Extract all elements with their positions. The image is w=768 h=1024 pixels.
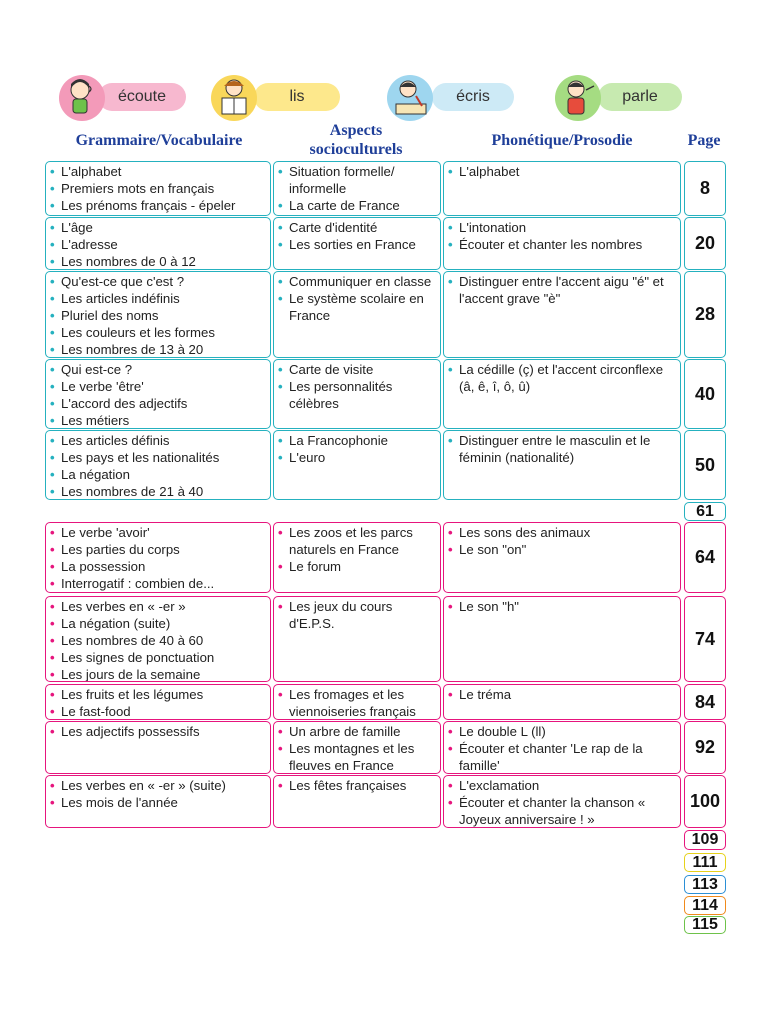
list-item: • Distinguer entre l'accent aigu "é" et l'accent grave "è" bbox=[448, 273, 676, 307]
skill-label: parle bbox=[622, 88, 658, 105]
writing-child-icon bbox=[386, 74, 434, 122]
bullet-list bbox=[448, 723, 676, 774]
page-number-link[interactable]: 92 bbox=[684, 721, 726, 774]
list-item: • Pluriel des noms bbox=[50, 307, 266, 324]
cell-asp bbox=[273, 684, 441, 720]
list-item: • Les fruits et les légumes bbox=[50, 686, 266, 703]
bullet-list bbox=[278, 598, 436, 632]
list-item: • Le double L (ll) bbox=[448, 723, 676, 740]
cell-gram bbox=[45, 271, 271, 358]
list-item: • Le forum bbox=[278, 558, 436, 575]
list-item: • La cédille (ç) et l'accent circonflexe (â, ê, î, ô, û) bbox=[448, 361, 676, 395]
list-item: • La négation (suite) bbox=[50, 615, 266, 632]
list-item: • Un arbre de famille bbox=[278, 723, 436, 740]
page-number-link[interactable]: 109 bbox=[684, 830, 726, 850]
bullet-list bbox=[50, 361, 266, 429]
cell-gram bbox=[45, 596, 271, 682]
list-item: • Les articles indéfinis bbox=[50, 290, 266, 307]
bullet-list bbox=[278, 686, 436, 720]
list-item: • Premiers mots en français bbox=[50, 180, 266, 197]
header-aspects: Aspects socioculturels bbox=[309, 122, 403, 158]
list-item: • Écouter et chanter la chanson « Joyeux anniversaire ! » bbox=[448, 794, 676, 828]
cell-asp bbox=[273, 161, 441, 216]
list-item: • Le tréma bbox=[448, 686, 676, 703]
bullet-list bbox=[50, 598, 266, 682]
list-item: • Les couleurs et les formes bbox=[50, 324, 266, 341]
cell-phon bbox=[443, 161, 681, 216]
list-item: • L'exclamation bbox=[448, 777, 676, 794]
bullet-list bbox=[50, 777, 266, 811]
list-item: • La carte de France bbox=[278, 197, 436, 214]
bullet-list bbox=[50, 163, 266, 214]
list-item: • Les nombres de 13 à 20 bbox=[50, 341, 266, 358]
listening-child-icon bbox=[58, 74, 106, 122]
list-item: • Les verbes en « -er » bbox=[50, 598, 266, 615]
list-item: • Écouter et chanter 'Le rap de la famille' bbox=[448, 740, 676, 774]
list-item: • La négation bbox=[50, 466, 266, 483]
list-item: • L'intonation bbox=[448, 219, 676, 236]
cell-phon bbox=[443, 721, 681, 774]
list-item: • Interrogatif : combien de... bbox=[50, 575, 266, 592]
cell-asp bbox=[273, 271, 441, 358]
page-number-link[interactable]: 8 bbox=[684, 161, 726, 216]
cell-gram bbox=[45, 684, 271, 720]
skill-write bbox=[386, 72, 516, 122]
list-item: • Écouter et chanter les nombres bbox=[448, 236, 676, 253]
list-item: • Les montagnes et les fleuves en France bbox=[278, 740, 436, 774]
cell-gram bbox=[45, 775, 271, 828]
skill-pill bbox=[598, 83, 682, 111]
list-item: • L'euro bbox=[278, 449, 436, 466]
page-number-link[interactable]: 113 bbox=[684, 875, 726, 894]
page-number-link[interactable]: 74 bbox=[684, 596, 726, 682]
list-item: • Les jours de la semaine bbox=[50, 666, 266, 682]
list-item: • Les jeux du cours d'E.P.S. bbox=[278, 598, 436, 632]
list-item: • Les métiers bbox=[50, 412, 266, 429]
bullet-list bbox=[50, 524, 266, 592]
skill-pill bbox=[254, 83, 340, 111]
list-item: • L'âge bbox=[50, 219, 266, 236]
cell-asp bbox=[273, 359, 441, 429]
list-item: • Les articles définis bbox=[50, 432, 266, 449]
page-number-link[interactable]: 115 bbox=[684, 916, 726, 934]
cell-phon bbox=[443, 596, 681, 682]
page-number-link[interactable]: 61 bbox=[684, 502, 726, 521]
list-item: • L'accord des adjectifs bbox=[50, 395, 266, 412]
bullet-list bbox=[50, 219, 266, 270]
list-item: • Les mois de l'année bbox=[50, 794, 266, 811]
skill-read bbox=[210, 72, 342, 122]
bullet-list bbox=[448, 219, 676, 253]
list-item: • Carte d'identité bbox=[278, 219, 436, 236]
bullet-list bbox=[50, 432, 266, 500]
bullet-list bbox=[278, 524, 436, 575]
speaking-child-icon bbox=[554, 74, 602, 122]
list-item: • Les pays et les nationalités bbox=[50, 449, 266, 466]
bullet-list bbox=[50, 686, 266, 720]
bullet-list bbox=[448, 598, 676, 615]
cell-gram bbox=[45, 161, 271, 216]
skill-pill bbox=[432, 83, 514, 111]
list-item: • Qui est-ce ? bbox=[50, 361, 266, 378]
skill-pill bbox=[98, 83, 186, 111]
skill-speak bbox=[554, 72, 686, 122]
cell-asp bbox=[273, 721, 441, 774]
bullet-list bbox=[278, 163, 436, 214]
list-item: • L'alphabet bbox=[448, 163, 676, 180]
list-item: • L'alphabet bbox=[50, 163, 266, 180]
cell-asp bbox=[273, 775, 441, 828]
list-item: • Les nombres de 40 à 60 bbox=[50, 632, 266, 649]
list-item: • Les prénoms français - épeler bbox=[50, 197, 266, 214]
skill-label: écoute bbox=[117, 88, 167, 105]
list-item: • Les fêtes françaises bbox=[278, 777, 436, 794]
bullet-list bbox=[50, 723, 266, 740]
skill-label: lis bbox=[289, 88, 305, 105]
cell-asp bbox=[273, 217, 441, 270]
cell-phon bbox=[443, 271, 681, 358]
list-item: • Le son "h" bbox=[448, 598, 676, 615]
list-item: • Les parties du corps bbox=[50, 541, 266, 558]
bullet-list bbox=[448, 432, 676, 466]
page-number-link[interactable]: 40 bbox=[684, 359, 726, 429]
cell-phon bbox=[443, 217, 681, 270]
list-item: • Le verbe 'être' bbox=[50, 378, 266, 395]
list-item: • Carte de visite bbox=[278, 361, 436, 378]
cell-phon bbox=[443, 430, 681, 500]
cell-asp bbox=[273, 430, 441, 500]
list-item: • Qu'est-ce que c'est ? bbox=[50, 273, 266, 290]
list-item: • Communiquer en classe bbox=[278, 273, 436, 290]
cell-asp bbox=[273, 596, 441, 682]
page-number-link[interactable]: 111 bbox=[684, 853, 726, 872]
cell-asp bbox=[273, 522, 441, 593]
list-item: • Le son "on" bbox=[448, 541, 676, 558]
list-item: • Les sons des animaux bbox=[448, 524, 676, 541]
cell-gram bbox=[45, 721, 271, 774]
bullet-list bbox=[448, 163, 676, 180]
list-item: • Le verbe 'avoir' bbox=[50, 524, 266, 541]
bullet-list bbox=[448, 777, 676, 828]
cell-phon bbox=[443, 684, 681, 720]
bullet-list bbox=[50, 273, 266, 358]
cell-phon bbox=[443, 522, 681, 593]
cell-gram bbox=[45, 359, 271, 429]
list-item: • Les sorties en France bbox=[278, 236, 436, 253]
bullet-list bbox=[448, 524, 676, 558]
cell-phon bbox=[443, 775, 681, 828]
cell-gram bbox=[45, 430, 271, 500]
page-number-link[interactable]: 50 bbox=[684, 430, 726, 500]
header-page: Page bbox=[687, 132, 721, 149]
list-item: • Les nombres de 0 à 12 bbox=[50, 253, 266, 270]
reading-child-icon bbox=[210, 74, 258, 122]
header-grammaire: Grammaire/Vocabulaire bbox=[75, 132, 243, 149]
page-number-link[interactable]: 64 bbox=[684, 522, 726, 593]
list-item: • Les verbes en « -er » (suite) bbox=[50, 777, 266, 794]
bullet-list bbox=[278, 219, 436, 253]
list-item: • Les personnalités célèbres bbox=[278, 378, 436, 412]
list-item: • Le système scolaire en France bbox=[278, 290, 436, 324]
bullet-list bbox=[448, 273, 676, 307]
bullet-list bbox=[278, 432, 436, 466]
list-item: • Les fromages et les viennoiseries français bbox=[278, 686, 436, 720]
header-phonetique: Phonétique/Prosodie bbox=[491, 132, 633, 149]
page-number-link[interactable]: 20 bbox=[684, 217, 726, 270]
bullet-list bbox=[278, 273, 436, 324]
bullet-list bbox=[278, 777, 436, 794]
list-item: • Le fast-food bbox=[50, 703, 266, 720]
list-item: • Les zoos et les parcs naturels en France bbox=[278, 524, 436, 558]
list-item: • La Francophonie bbox=[278, 432, 436, 449]
list-item: • Distinguer entre le masculin et le féminin (nationalité) bbox=[448, 432, 676, 466]
bullet-list bbox=[278, 723, 436, 774]
page-number-link[interactable]: 100 bbox=[684, 775, 726, 828]
skill-label: écris bbox=[456, 88, 490, 105]
bullet-list bbox=[448, 686, 676, 703]
page-number-link[interactable]: 114 bbox=[684, 896, 726, 915]
page-number-link[interactable]: 28 bbox=[684, 271, 726, 358]
list-item: • La possession bbox=[50, 558, 266, 575]
list-item: • Les adjectifs possessifs bbox=[50, 723, 266, 740]
cell-phon bbox=[443, 359, 681, 429]
skill-listen bbox=[58, 72, 188, 122]
list-item: • Les nombres de 21 à 40 bbox=[50, 483, 266, 500]
list-item: • L'adresse bbox=[50, 236, 266, 253]
cell-gram bbox=[45, 217, 271, 270]
bullet-list bbox=[278, 361, 436, 412]
cell-gram bbox=[45, 522, 271, 593]
page-number-link[interactable]: 84 bbox=[684, 684, 726, 720]
list-item: • Les signes de ponctuation bbox=[50, 649, 266, 666]
bullet-list bbox=[448, 361, 676, 395]
list-item: • Situation formelle/ informelle bbox=[278, 163, 436, 197]
